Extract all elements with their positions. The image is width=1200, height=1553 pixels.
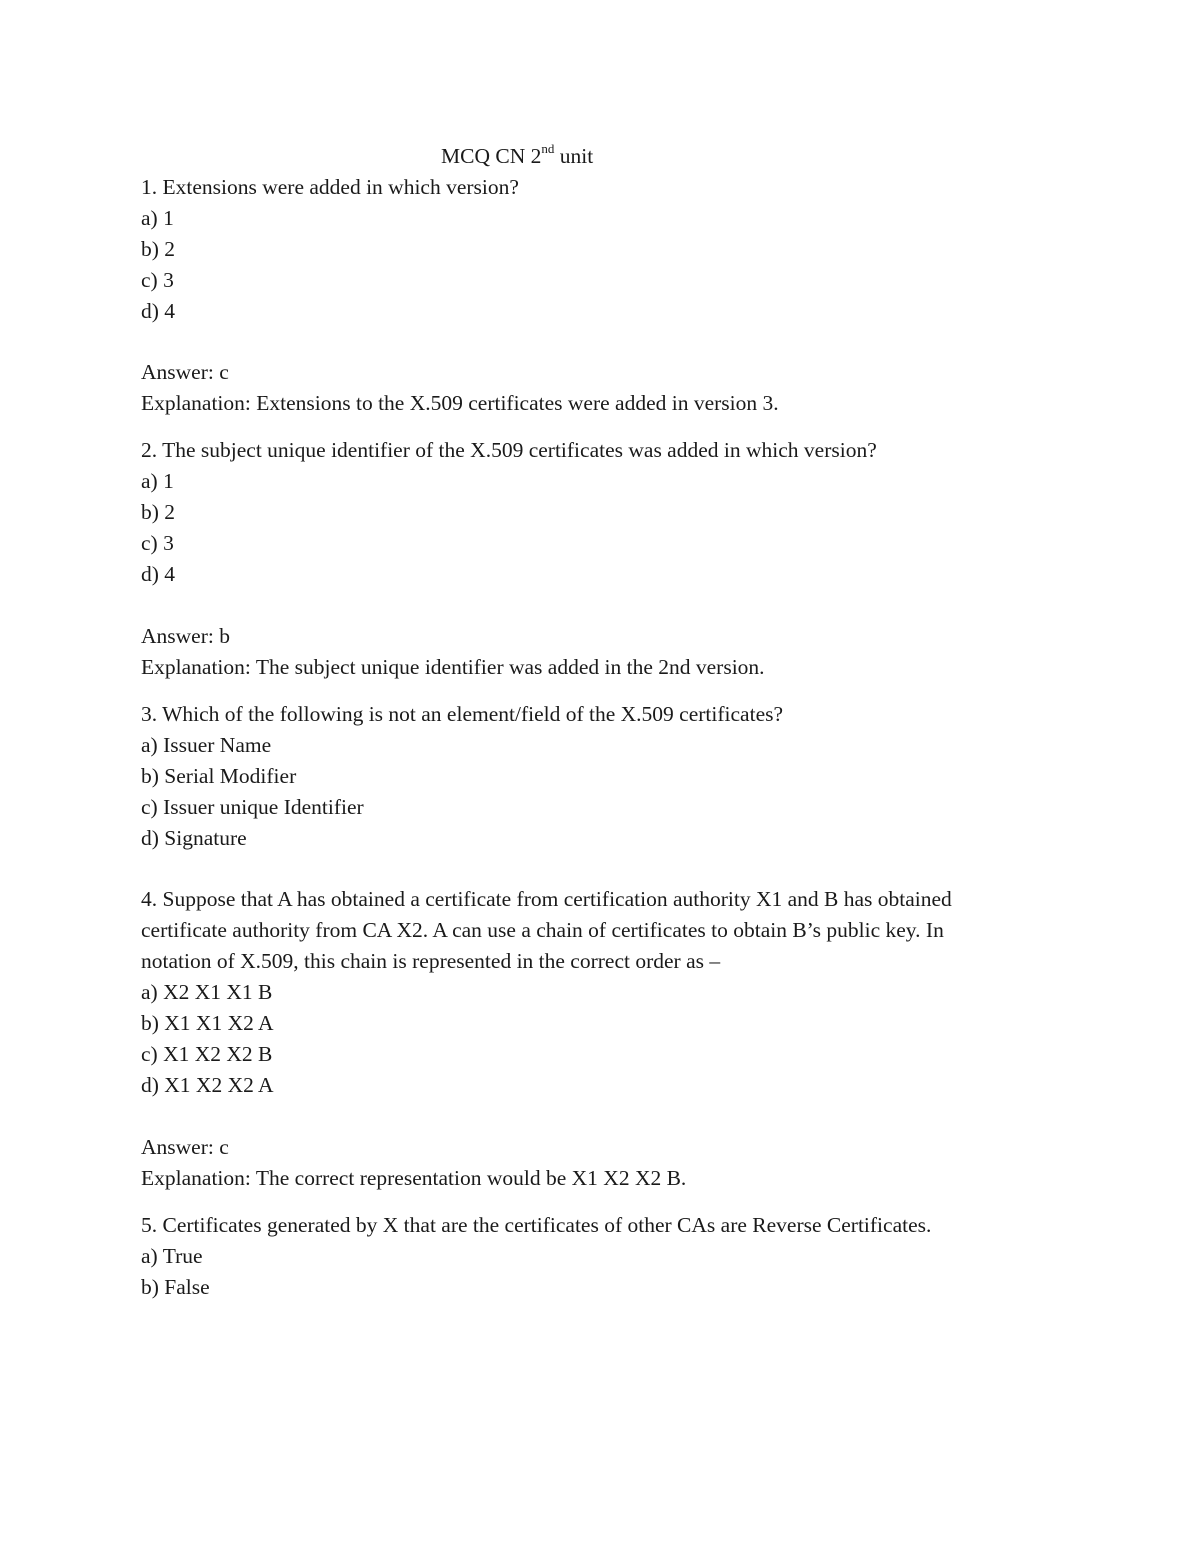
q1-answer: Answer: c	[141, 360, 229, 384]
q2-option-a: a) 1	[141, 469, 174, 493]
title-superscript: nd	[541, 140, 555, 156]
q2-option-c: c) 3	[141, 531, 174, 555]
page-title	[441, 141, 593, 172]
q4-option-c: c) X1 X2 X2 B	[141, 1042, 273, 1066]
q2-answer: Answer: b	[141, 624, 230, 648]
q4-option-d: d) X1 X2 X2 A	[141, 1073, 274, 1097]
q4-explanation: Explanation: The correct representation would be X1 X2 X2 B.	[141, 1166, 687, 1190]
q1-option-c: c) 3	[141, 268, 174, 292]
question-4-line-2: certificate authority from CA X2. A can use a chain of certificates to obtain B’s public key. In	[141, 918, 944, 942]
q3-option-d: d) Signature	[141, 826, 247, 850]
q3-option-b: b) Serial Modifier	[141, 764, 297, 788]
question-4-line-3: notation of X.509, this chain is represented in the correct order as –	[141, 949, 721, 973]
q5-option-a: a) True	[141, 1244, 203, 1268]
q4-answer: Answer: c	[141, 1135, 229, 1159]
q5-option-b: b) False	[141, 1275, 210, 1299]
title-suffix: unit	[554, 144, 594, 168]
question-2: 2. The subject unique identifier of the X.509 certificates was added in which version?	[141, 438, 877, 462]
q1-explanation: Explanation: Extensions to the X.509 certificates were added in version 3.	[141, 391, 779, 415]
q1-option-b: b) 2	[141, 237, 176, 261]
q1-option-d: d) 4	[141, 299, 176, 323]
question-4-line-1: 4. Suppose that A has obtained a certificate from certification authority X1 and B has obtained	[141, 887, 952, 911]
question-1: 1. Extensions were added in which version?	[141, 175, 519, 199]
question-3: 3. Which of the following is not an element/field of the X.509 certificates?	[141, 702, 784, 726]
q2-option-b: b) 2	[141, 500, 176, 524]
question-5: 5. Certificates generated by X that are the certificates of other CAs are Reverse Certificates.	[141, 1213, 932, 1237]
q3-option-c: c) Issuer unique Identifier	[141, 795, 364, 819]
q4-option-b: b) X1 X1 X2 A	[141, 1011, 274, 1035]
q1-option-a: a) 1	[141, 206, 174, 230]
q3-option-a: a) Issuer Name	[141, 733, 272, 757]
title-prefix: MCQ CN 2	[441, 144, 542, 168]
q2-explanation: Explanation: The subject unique identifier was added in the 2nd version.	[141, 655, 765, 679]
q2-option-d: d) 4	[141, 562, 176, 586]
q4-option-a: a) X2 X1 X1 B	[141, 980, 273, 1004]
